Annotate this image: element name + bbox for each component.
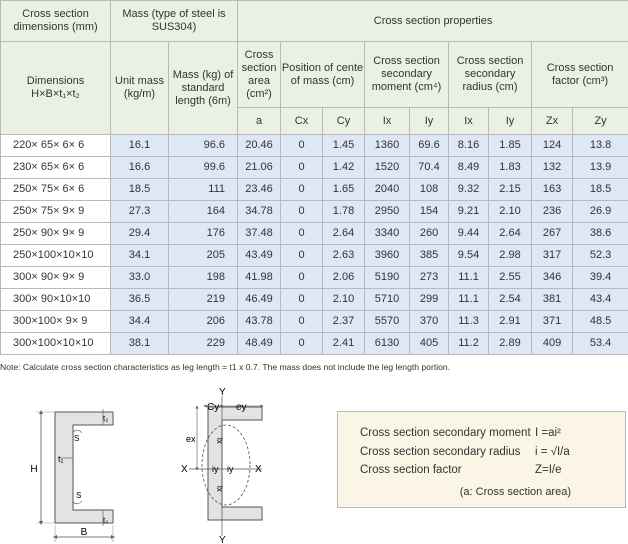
table-cell: 8.16 bbox=[449, 135, 489, 157]
table-note: Note: Calculate cross section characteristics as leg length = t1 x 0.7. The mass does not include the leg length portion. bbox=[0, 362, 451, 372]
table-cell: 5710 bbox=[365, 289, 410, 311]
table-cell: 0 bbox=[281, 311, 323, 333]
table-cell: 164 bbox=[169, 201, 238, 223]
sub-cy: Cy bbox=[323, 108, 365, 135]
table-cell: 16.1 bbox=[111, 135, 169, 157]
table-cell: 16.6 bbox=[111, 157, 169, 179]
x-axis-label-right: X bbox=[255, 464, 262, 475]
table-cell: 99.6 bbox=[169, 157, 238, 179]
table-cell: 2950 bbox=[365, 201, 410, 223]
table-cell: 52.3 bbox=[573, 245, 628, 267]
table-cell: 1360 bbox=[365, 135, 410, 157]
table-row bbox=[1, 223, 628, 245]
header-dimensions: Dimensions H×B×t₁×t₂ bbox=[1, 42, 111, 135]
leg-length-label-bottom: S bbox=[76, 491, 82, 500]
ex-label: ex bbox=[186, 434, 196, 444]
formula-radius-label: Cross section secondary radius bbox=[360, 446, 521, 458]
cell-dimensions: 230× 65× 6× 6 bbox=[1, 157, 111, 179]
table-cell: 39.4 bbox=[573, 267, 628, 289]
cell-dimensions: 220× 65× 6× 6 bbox=[1, 135, 111, 157]
table-cell: 1.83 bbox=[489, 157, 532, 179]
table-cell: 5570 bbox=[365, 311, 410, 333]
width-label: B bbox=[80, 527, 88, 538]
table-cell: 21.06 bbox=[238, 157, 281, 179]
sub-a: a bbox=[238, 108, 281, 135]
header-unit-mass: Unit mass (kg/m) bbox=[111, 42, 169, 135]
table-cell: 37.48 bbox=[238, 223, 281, 245]
table-cell: 1.42 bbox=[323, 157, 365, 179]
cell-dimensions: 300×100× 9× 9 bbox=[1, 311, 111, 333]
table-cell: 11.1 bbox=[449, 289, 489, 311]
table-cell: 267 bbox=[532, 223, 573, 245]
table-cell: 2.64 bbox=[323, 223, 365, 245]
table-cell: 9.54 bbox=[449, 245, 489, 267]
table-cell: 371 bbox=[532, 311, 573, 333]
sub-cx: Cx bbox=[281, 108, 323, 135]
table-cell: 0 bbox=[281, 333, 323, 355]
table-cell: 0 bbox=[281, 135, 323, 157]
table-cell: 70.4 bbox=[410, 157, 449, 179]
table-cell: 2.54 bbox=[489, 289, 532, 311]
table-cell: 26.9 bbox=[573, 201, 628, 223]
cy-label: Cy bbox=[207, 402, 220, 413]
table-cell: 9.32 bbox=[449, 179, 489, 201]
iy-label-right: iy bbox=[227, 464, 234, 474]
ix-label-bottom: ix bbox=[215, 486, 224, 492]
iy-label-left: iy bbox=[212, 464, 219, 474]
y-axis-label-top: Y bbox=[219, 387, 226, 398]
table-cell: 1.45 bbox=[323, 135, 365, 157]
table-cell: 11.3 bbox=[449, 311, 489, 333]
table-cell: 48.5 bbox=[573, 311, 628, 333]
cell-dimensions: 250× 75× 9× 9 bbox=[1, 201, 111, 223]
channel-dimension-diagram bbox=[30, 409, 113, 542]
table-cell: 205 bbox=[169, 245, 238, 267]
table-cell: 5190 bbox=[365, 267, 410, 289]
table-cell: 2.10 bbox=[489, 201, 532, 223]
table-cell: 34.4 bbox=[111, 311, 169, 333]
table-cell: 381 bbox=[532, 289, 573, 311]
web-thickness-label: t₁ bbox=[58, 454, 64, 464]
table-cell: 0 bbox=[281, 179, 323, 201]
table-cell: 346 bbox=[532, 267, 573, 289]
table-cell: 38.1 bbox=[111, 333, 169, 355]
table-cell: 69.6 bbox=[410, 135, 449, 157]
table-cell: 11.2 bbox=[449, 333, 489, 355]
header-centroid: Position of cente of mass (cm) bbox=[281, 42, 365, 108]
table-cell: 273 bbox=[410, 267, 449, 289]
table-cell: 36.5 bbox=[111, 289, 169, 311]
table-cell: 219 bbox=[169, 289, 238, 311]
flange-thickness-bottom-label: t₂ bbox=[103, 516, 109, 525]
header-moment: Cross section secondary moment (cm⁴) bbox=[365, 42, 449, 108]
table-cell: 2.15 bbox=[489, 179, 532, 201]
table-cell: 405 bbox=[410, 333, 449, 355]
table-cell: 163 bbox=[532, 179, 573, 201]
formula-radius-eq: i = √I/a bbox=[535, 446, 570, 458]
header-dims-group: Cross section dimensions (mm) bbox=[1, 1, 111, 42]
sub-zy: Zy bbox=[573, 108, 628, 135]
table-cell: 2.64 bbox=[489, 223, 532, 245]
table-cell: 0 bbox=[281, 245, 323, 267]
flange-thickness-top-label: t₂ bbox=[103, 414, 109, 423]
ey-label: ey bbox=[236, 402, 247, 413]
table-cell: 29.4 bbox=[111, 223, 169, 245]
formula-box bbox=[337, 411, 626, 508]
table-cell: 1.78 bbox=[323, 201, 365, 223]
table-cell: 41.98 bbox=[238, 267, 281, 289]
cell-dimensions: 300× 90× 9× 9 bbox=[1, 267, 111, 289]
table-cell: 13.9 bbox=[573, 157, 628, 179]
formula-area-note: (a: Cross section area) bbox=[459, 486, 571, 498]
table-cell: 11.1 bbox=[449, 267, 489, 289]
table-cell: 198 bbox=[169, 267, 238, 289]
formula-factor-label: Cross section factor bbox=[360, 464, 462, 476]
table-cell: 2.63 bbox=[323, 245, 365, 267]
table-cell: 2.91 bbox=[489, 311, 532, 333]
table-cell: 46.49 bbox=[238, 289, 281, 311]
header-props-group: Cross section properties bbox=[238, 1, 628, 42]
table-row bbox=[1, 289, 628, 311]
table-row bbox=[1, 135, 628, 157]
formula-moment-label: Cross section secondary moment bbox=[360, 427, 531, 439]
table-cell: 111 bbox=[169, 179, 238, 201]
x-axis-label-left: X bbox=[181, 464, 188, 475]
table-cell: 23.46 bbox=[238, 179, 281, 201]
table-cell: 229 bbox=[169, 333, 238, 355]
table-cell: 20.46 bbox=[238, 135, 281, 157]
header-radius: Cross section secondary radius (cm) bbox=[449, 42, 532, 108]
table-cell: 0 bbox=[281, 289, 323, 311]
table-cell: 18.5 bbox=[111, 179, 169, 201]
table-row bbox=[1, 311, 628, 333]
height-label: H bbox=[30, 464, 38, 475]
formula-moment-eq: I =ai² bbox=[535, 427, 561, 439]
y-axis-label-bottom: Y bbox=[219, 535, 226, 544]
cell-dimensions: 250× 75× 6× 6 bbox=[1, 179, 111, 201]
table-cell: 3960 bbox=[365, 245, 410, 267]
sub-zx: Zx bbox=[532, 108, 573, 135]
leg-length-label-top: S bbox=[74, 434, 80, 443]
table-cell: 9.44 bbox=[449, 223, 489, 245]
table-cell: 3340 bbox=[365, 223, 410, 245]
table-cell: 18.5 bbox=[573, 179, 628, 201]
table-cell: 0 bbox=[281, 201, 323, 223]
table-cell: 2.89 bbox=[489, 333, 532, 355]
table-cell: 48.49 bbox=[238, 333, 281, 355]
table-cell: 132 bbox=[532, 157, 573, 179]
cell-dimensions: 250× 90× 9× 9 bbox=[1, 223, 111, 245]
cell-dimensions: 300× 90×10×10 bbox=[1, 289, 111, 311]
cell-dimensions: 250×100×10×10 bbox=[1, 245, 111, 267]
table-cell: 2.37 bbox=[323, 311, 365, 333]
ix-label-top: ix bbox=[215, 438, 224, 444]
table-cell: 2040 bbox=[365, 179, 410, 201]
table-cell: 38.6 bbox=[573, 223, 628, 245]
table-cell: 8.49 bbox=[449, 157, 489, 179]
table-row bbox=[1, 267, 628, 289]
formula-factor-eq: Z=I/e bbox=[535, 464, 562, 476]
table-cell: 1.65 bbox=[323, 179, 365, 201]
channel-axis-diagram bbox=[181, 387, 262, 544]
table-cell: 96.6 bbox=[169, 135, 238, 157]
table-cell: 2.06 bbox=[323, 267, 365, 289]
table-cell: 317 bbox=[532, 245, 573, 267]
table-cell: 2.55 bbox=[489, 267, 532, 289]
header-factor: Cross section factor (cm³) bbox=[532, 42, 628, 108]
table-cell: 154 bbox=[410, 201, 449, 223]
table-cell: 34.78 bbox=[238, 201, 281, 223]
table-body bbox=[1, 135, 628, 355]
table-cell: 43.49 bbox=[238, 245, 281, 267]
table-cell: 385 bbox=[410, 245, 449, 267]
table-cell: 176 bbox=[169, 223, 238, 245]
sub-radius-ix: Ix bbox=[449, 108, 489, 135]
table-cell: 1520 bbox=[365, 157, 410, 179]
header-area: Cross section area (cm²) bbox=[238, 42, 281, 108]
table-cell: 260 bbox=[410, 223, 449, 245]
table-cell: 27.3 bbox=[111, 201, 169, 223]
table-cell: 108 bbox=[410, 179, 449, 201]
header-mass-group: Mass (type of steel is SUS304) bbox=[111, 1, 238, 42]
header-std-mass: Mass (kg) of standard length (6m) bbox=[169, 42, 238, 135]
table-cell: 13.8 bbox=[573, 135, 628, 157]
sub-radius-iy: Iy bbox=[489, 108, 532, 135]
table-row bbox=[1, 157, 628, 179]
sub-moment-ix: Ix bbox=[365, 108, 410, 135]
table-cell: 206 bbox=[169, 311, 238, 333]
table-cell: 409 bbox=[532, 333, 573, 355]
table-cell: 53.4 bbox=[573, 333, 628, 355]
table-cell: 0 bbox=[281, 267, 323, 289]
table-cell: 370 bbox=[410, 311, 449, 333]
table-cell: 236 bbox=[532, 201, 573, 223]
table-cell: 2.98 bbox=[489, 245, 532, 267]
table-cell: 299 bbox=[410, 289, 449, 311]
table-row bbox=[1, 201, 628, 223]
table-cell: 0 bbox=[281, 157, 323, 179]
table-row bbox=[1, 245, 628, 267]
sub-moment-iy: Iy bbox=[410, 108, 449, 135]
table-cell: 9.21 bbox=[449, 201, 489, 223]
table-cell: 0 bbox=[281, 223, 323, 245]
table-cell: 1.85 bbox=[489, 135, 532, 157]
cross-section-diagrams bbox=[0, 380, 330, 544]
table-cell: 43.78 bbox=[238, 311, 281, 333]
cell-dimensions: 300×100×10×10 bbox=[1, 333, 111, 355]
table-cell: 43.4 bbox=[573, 289, 628, 311]
table-row bbox=[1, 333, 628, 355]
table-cell: 124 bbox=[532, 135, 573, 157]
table-cell: 33.0 bbox=[111, 267, 169, 289]
channel-shape-1 bbox=[55, 412, 113, 523]
table-cell: 6130 bbox=[365, 333, 410, 355]
table-cell: 34.1 bbox=[111, 245, 169, 267]
table-row bbox=[1, 179, 628, 201]
table-cell: 2.41 bbox=[323, 333, 365, 355]
table-cell: 2.10 bbox=[323, 289, 365, 311]
